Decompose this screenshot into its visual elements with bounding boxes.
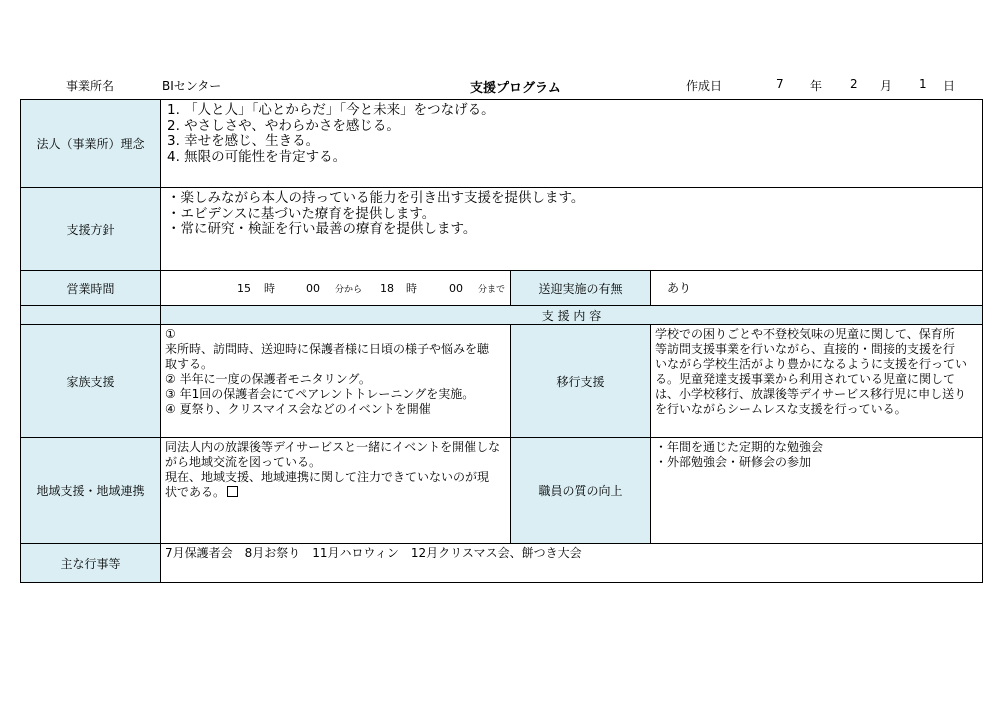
community-support-line-text: 状である。 xyxy=(165,485,226,499)
philosophy-line: 2. やさしさや、やわらかさを感じる。 xyxy=(167,117,400,134)
events-text: 7月保護者会 8月お祭り 11月ハロウィン 12月クリスマス会、餅つき大会 xyxy=(165,546,582,560)
policy-line: ・常に研究・検証を行い最善の療育を提供します。 xyxy=(167,221,477,237)
philosophy-value xyxy=(160,99,983,188)
transition-support-line: いながら学校生活がより豊かになるように支援を行ってい xyxy=(655,357,968,371)
transition-support-line: 等訪問支援事業を行いながら、直接的・間接的支援を行 xyxy=(655,342,956,356)
transition-support-line: る。児童発達支援事業から利用されている児童に関して xyxy=(655,372,956,386)
policy-row xyxy=(20,187,983,271)
community-support-line xyxy=(165,485,506,500)
month-unit: 月 xyxy=(880,79,893,93)
community-support-value xyxy=(160,437,511,544)
hours-start-hour: 15 xyxy=(237,282,251,295)
hours-value xyxy=(160,270,511,306)
hours-until-text: 分まで xyxy=(478,285,506,295)
community-support-row xyxy=(20,437,983,544)
created-year: 7 xyxy=(776,77,784,91)
staff-quality-line: ・外部勉強会・研修会の参加 xyxy=(655,455,812,469)
day-unit: 日 xyxy=(943,79,956,93)
support-content-header-blank xyxy=(20,305,161,325)
philosophy-line: 4. 無限の可能性を肯定する。 xyxy=(167,148,347,165)
policy-line: ・エビデンスに基づいた療育を提供します。 xyxy=(167,205,436,222)
transition-support-value xyxy=(650,324,983,438)
transition-support-line: を行いながらシームレスな支援を行っている。 xyxy=(655,402,907,416)
events-row xyxy=(20,543,983,583)
family-support-label: 家族支援 xyxy=(20,324,161,438)
family-support-line: ③ 年1回の保護者会にてペアレントトレーニングを実施。 xyxy=(165,387,475,401)
office-name-value: BIセンター xyxy=(162,79,222,93)
document-title: 支援プログラム xyxy=(470,81,561,96)
hours-row xyxy=(20,270,983,306)
transition-support-label: 移行支援 xyxy=(510,324,651,438)
community-support-label: 地域支援・地域連携 xyxy=(20,437,161,544)
family-support-line: ④ 夏祭り、クリスマイス会などのイベントを開催 xyxy=(165,402,431,416)
hours-end-minute: 00 xyxy=(449,282,463,295)
support-content-header-row xyxy=(20,305,983,325)
hours-from-text: 分から xyxy=(335,285,363,295)
community-support-line: 現在、地域支援、地域連携に関して注力できていないのが現 xyxy=(165,470,490,484)
staff-quality-line: ・年間を通じた定期的な勉強会 xyxy=(655,440,824,454)
philosophy-line: 1. 「人と人」「心とからだ」「今と未来」をつなげる。 xyxy=(167,102,495,118)
philosophy-row xyxy=(20,99,983,188)
created-month: 2 xyxy=(850,77,858,91)
hours-end-hour: 18 xyxy=(380,282,394,295)
hours-end-hour-unit: 時 xyxy=(406,282,417,295)
created-date-label: 作成日 xyxy=(686,79,723,93)
empty-box-glyph xyxy=(227,486,238,497)
family-support-line: 来所時、訪問時、送迎時に保護者様に日頃の様子や悩みを聴 xyxy=(165,342,490,356)
events-value xyxy=(160,543,983,583)
support-content-header: 支 援 内 容 xyxy=(160,305,983,325)
hours-start-minute: 00 xyxy=(306,282,320,295)
family-support-line: ② 半年に一度の保護者モニタリング。 xyxy=(165,372,371,386)
family-support-row xyxy=(20,324,983,438)
family-support-line: ① xyxy=(165,327,176,341)
hours-label: 営業時間 xyxy=(20,270,161,306)
staff-quality-value xyxy=(650,437,983,544)
policy-line: ・楽しみながら本人の持っている能力を引き出す支援を提供します。 xyxy=(167,190,585,206)
philosophy-line: 3. 幸せを感じ、生きる。 xyxy=(167,133,320,149)
transport-value xyxy=(650,270,983,306)
family-support-line: 取する。 xyxy=(165,357,214,371)
philosophy-label: 法人（事業所）理念 xyxy=(20,99,161,188)
community-support-line: がら地域交流を図っている。 xyxy=(165,455,322,469)
staff-quality-label: 職員の質の向上 xyxy=(510,437,651,544)
events-label: 主な行事等 xyxy=(20,543,161,583)
policy-label: 支援方針 xyxy=(20,187,161,271)
policy-value xyxy=(160,187,983,271)
hours-start-hour-unit: 時 xyxy=(264,282,275,295)
family-support-value xyxy=(160,324,511,438)
transport-label: 送迎実施の有無 xyxy=(510,270,651,306)
office-name-label: 事業所名 xyxy=(66,79,115,93)
transport-value-text: あり xyxy=(667,281,692,295)
year-unit: 年 xyxy=(810,79,823,93)
created-day: 1 xyxy=(919,77,927,91)
transition-support-line: 学校での困りごとや不登校気味の児童に関して、保育所 xyxy=(655,327,955,341)
community-support-line: 同法人内の放課後等デイサービスと一緒にイベントを開催しな xyxy=(165,440,501,454)
transition-support-line: は、小学校移行、放課後等デイサービス移行児に申し送り xyxy=(655,387,967,401)
